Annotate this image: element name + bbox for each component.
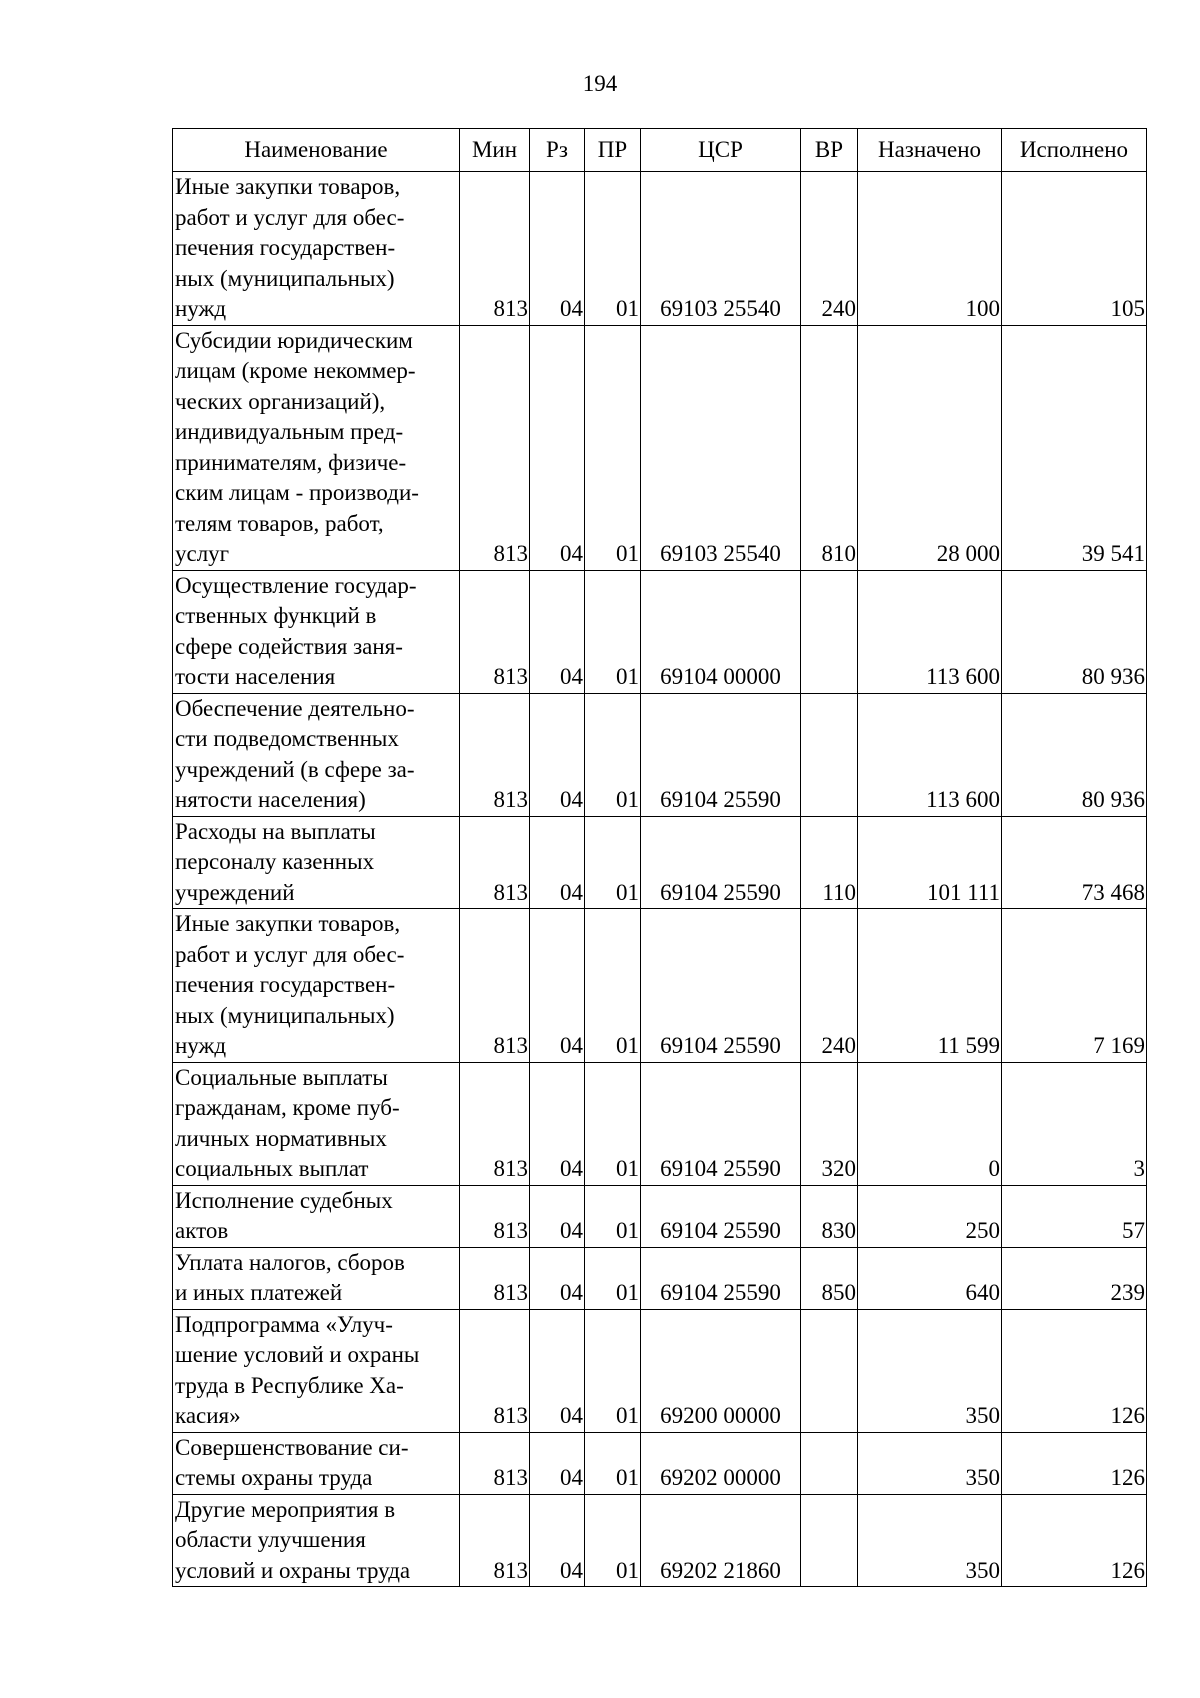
- cell-min: 813: [460, 1062, 530, 1185]
- table-row: [173, 693, 1147, 816]
- cell-name: [173, 1247, 460, 1309]
- cell-min: 813: [460, 693, 530, 816]
- cell-name-line: Подпрограмма «Улуч-: [175, 1311, 393, 1337]
- cell-csr: 69104 25590: [641, 1185, 801, 1247]
- cell-rz: 04: [530, 570, 585, 693]
- cell-csr: 69104 25590: [641, 693, 801, 816]
- cell-csr: 69104 25590: [641, 816, 801, 909]
- cell-vr: 240: [801, 909, 858, 1063]
- cell-assigned: 100: [858, 172, 1002, 326]
- cell-name-line: Социальные выплаты: [175, 1064, 388, 1090]
- cell-rz: 04: [530, 1062, 585, 1185]
- cell-name-line: принимателям, физиче-: [175, 449, 407, 475]
- cell-min: 813: [460, 325, 530, 570]
- cell-name-line: личных нормативных: [175, 1125, 387, 1151]
- table-row: [173, 1185, 1147, 1247]
- cell-name-line: Осуществление государ-: [175, 572, 417, 598]
- cell-vr: 240: [801, 172, 858, 326]
- cell-assigned: 350: [858, 1494, 1002, 1587]
- cell-pr: 01: [585, 1185, 641, 1247]
- page-number: 194: [582, 71, 618, 96]
- cell-csr: 69104 25590: [641, 909, 801, 1063]
- cell-name: [173, 816, 460, 909]
- cell-csr: 69104 25590: [641, 1247, 801, 1309]
- cell-vr: [801, 1494, 858, 1587]
- cell-name-line: Уплата налогов, сборов: [175, 1249, 405, 1275]
- cell-name-line: сфере содействия заня-: [175, 633, 403, 659]
- cell-name-line: учреждений (в сфере за-: [175, 756, 415, 782]
- table-row: [173, 325, 1147, 570]
- cell-executed: 105: [1002, 172, 1147, 326]
- cell-executed: 57: [1002, 1185, 1147, 1247]
- cell-min: 813: [460, 570, 530, 693]
- cell-csr: 69103 25540: [641, 325, 801, 570]
- cell-name-line: сти подведомственных: [175, 726, 399, 751]
- column-header-executed: Исполнено: [1002, 129, 1147, 172]
- cell-csr: 69200 00000: [641, 1309, 801, 1432]
- cell-rz: 04: [530, 325, 585, 570]
- cell-rz: 04: [530, 172, 585, 326]
- cell-rz: 04: [530, 816, 585, 909]
- cell-executed: 126: [1002, 1309, 1147, 1432]
- cell-assigned: 350: [858, 1432, 1002, 1494]
- cell-name-line: нужд: [175, 1033, 227, 1058]
- cell-name-line: Другие мероприятия в: [175, 1496, 396, 1522]
- cell-vr: 810: [801, 325, 858, 570]
- cell-name-line: услуг: [175, 541, 230, 566]
- cell-assigned: 113 600: [858, 693, 1002, 816]
- column-header-min: Мин: [460, 129, 530, 172]
- cell-vr: 850: [801, 1247, 858, 1309]
- cell-name: [173, 1185, 460, 1247]
- column-header-assigned: Назначено: [858, 129, 1002, 172]
- cell-name-line: Исполнение судебных: [175, 1187, 393, 1213]
- cell-vr: [801, 693, 858, 816]
- cell-name-line: ных (муниципальных): [175, 1002, 395, 1028]
- column-header-pr: ПР: [585, 129, 641, 172]
- cell-min: 813: [460, 1309, 530, 1432]
- cell-vr: [801, 570, 858, 693]
- cell-name-line: персоналу казенных: [175, 849, 375, 874]
- table-row: [173, 816, 1147, 909]
- cell-assigned: 350: [858, 1309, 1002, 1432]
- cell-name: [173, 172, 460, 326]
- column-header-name: Наименование: [173, 129, 460, 172]
- cell-name: [173, 1309, 460, 1432]
- cell-name-line: ственных функций в: [175, 603, 377, 628]
- cell-vr: 320: [801, 1062, 858, 1185]
- table-row: [173, 909, 1147, 1063]
- cell-min: 813: [460, 909, 530, 1063]
- table-row: [173, 570, 1147, 693]
- cell-name: [173, 693, 460, 816]
- cell-pr: 01: [585, 693, 641, 816]
- cell-pr: 01: [585, 325, 641, 570]
- cell-csr: 69104 00000: [641, 570, 801, 693]
- cell-vr: [801, 1432, 858, 1494]
- cell-name-line: Субсидии юридическим: [175, 327, 413, 353]
- column-header-csr: ЦСР: [641, 129, 801, 172]
- cell-name-line: Иные закупки товаров,: [175, 174, 401, 199]
- table-row: [173, 1309, 1147, 1432]
- cell-executed: 239: [1002, 1247, 1147, 1309]
- cell-pr: 01: [585, 570, 641, 693]
- cell-pr: 01: [585, 1432, 641, 1494]
- cell-name: [173, 909, 460, 1063]
- cell-name-line: ческих организаций),: [175, 388, 386, 414]
- cell-name-line: труда в Республике Ха-: [175, 1372, 404, 1398]
- cell-name-line: Расходы на выплаты: [175, 818, 376, 844]
- cell-min: 813: [460, 1247, 530, 1309]
- cell-name-line: актов: [175, 1218, 229, 1243]
- cell-executed: 73 468: [1002, 816, 1147, 909]
- cell-rz: 04: [530, 1247, 585, 1309]
- cell-name: [173, 1494, 460, 1587]
- cell-name: [173, 325, 460, 570]
- cell-name-line: лицам (кроме некоммер-: [175, 358, 416, 383]
- cell-name-line: Совершенствование си-: [175, 1434, 409, 1460]
- cell-vr: 830: [801, 1185, 858, 1247]
- cell-csr: 69104 25590: [641, 1062, 801, 1185]
- table-row: [173, 172, 1147, 326]
- cell-name-line: тости населения: [175, 664, 336, 689]
- column-header-vr: ВР: [801, 129, 858, 172]
- cell-pr: 01: [585, 1062, 641, 1185]
- cell-name-line: Обеспечение деятельно-: [175, 695, 415, 721]
- cell-min: 813: [460, 1432, 530, 1494]
- cell-vr: [801, 1309, 858, 1432]
- table-row: [173, 1247, 1147, 1309]
- cell-assigned: 250: [858, 1185, 1002, 1247]
- cell-name-line: социальных выплат: [175, 1156, 369, 1181]
- table-header-row: [173, 129, 1147, 172]
- cell-name: [173, 1432, 460, 1494]
- cell-name-line: касия»: [175, 1403, 241, 1428]
- cell-min: 813: [460, 1494, 530, 1587]
- cell-pr: 01: [585, 1494, 641, 1587]
- cell-assigned: 640: [858, 1247, 1002, 1309]
- cell-name-line: стемы охраны труда: [175, 1465, 373, 1490]
- cell-name-line: ных (муниципальных): [175, 265, 395, 291]
- cell-name-line: гражданам, кроме пуб-: [175, 1095, 400, 1120]
- cell-executed: 3: [1002, 1062, 1147, 1185]
- cell-rz: 04: [530, 1309, 585, 1432]
- column-header-rz: Рз: [530, 129, 585, 172]
- cell-executed: 126: [1002, 1432, 1147, 1494]
- cell-assigned: 0: [858, 1062, 1002, 1185]
- cell-name-line: индивидуальным пред-: [175, 419, 404, 444]
- cell-min: 813: [460, 172, 530, 326]
- cell-name: [173, 570, 460, 693]
- cell-rz: 04: [530, 1432, 585, 1494]
- cell-pr: 01: [585, 1247, 641, 1309]
- table-row: [173, 1494, 1147, 1587]
- cell-pr: 01: [585, 909, 641, 1063]
- cell-rz: 04: [530, 1494, 585, 1587]
- cell-pr: 01: [585, 1309, 641, 1432]
- cell-name-line: области улучшения: [175, 1527, 366, 1552]
- cell-assigned: 28 000: [858, 325, 1002, 570]
- cell-executed: 80 936: [1002, 570, 1147, 693]
- cell-name-line: ским лицам - производи-: [175, 480, 419, 505]
- cell-min: 813: [460, 816, 530, 909]
- cell-name-line: нужд: [175, 296, 227, 321]
- cell-name-line: печения государствен-: [175, 235, 396, 260]
- cell-name-line: работ и услуг для обес-: [175, 204, 405, 230]
- cell-name-line: работ и услуг для обес-: [175, 941, 405, 967]
- cell-assigned: 11 599: [858, 909, 1002, 1063]
- cell-name-line: шение условий и охраны: [175, 1342, 420, 1367]
- cell-name-line: и иных платежей: [175, 1280, 343, 1305]
- cell-executed: 126: [1002, 1494, 1147, 1587]
- cell-executed: 7 169: [1002, 909, 1147, 1063]
- cell-rz: 04: [530, 1185, 585, 1247]
- cell-executed: 39 541: [1002, 325, 1147, 570]
- cell-rz: 04: [530, 909, 585, 1063]
- cell-name-line: условий и охраны труда: [175, 1557, 411, 1583]
- table-body: [173, 172, 1147, 1587]
- cell-rz: 04: [530, 693, 585, 816]
- cell-csr: 69202 00000: [641, 1432, 801, 1494]
- cell-assigned: 113 600: [858, 570, 1002, 693]
- cell-name-line: печения государствен-: [175, 972, 396, 997]
- cell-pr: 01: [585, 172, 641, 326]
- cell-min: 813: [460, 1185, 530, 1247]
- table-row: [173, 1062, 1147, 1185]
- table-row: [173, 1432, 1147, 1494]
- cell-name-line: нятости населения): [175, 787, 366, 812]
- cell-name: [173, 1062, 460, 1185]
- cell-vr: 110: [801, 816, 858, 909]
- cell-pr: 01: [585, 816, 641, 909]
- budget-table: [172, 128, 1147, 1587]
- cell-name-line: учреждений: [175, 879, 295, 905]
- cell-assigned: 101 111: [858, 816, 1002, 909]
- cell-name-line: телям товаров, работ,: [175, 510, 384, 536]
- cell-csr: 69202 21860: [641, 1494, 801, 1587]
- cell-executed: 80 936: [1002, 693, 1147, 816]
- cell-name-line: Иные закупки товаров,: [175, 911, 401, 936]
- cell-csr: 69103 25540: [641, 172, 801, 326]
